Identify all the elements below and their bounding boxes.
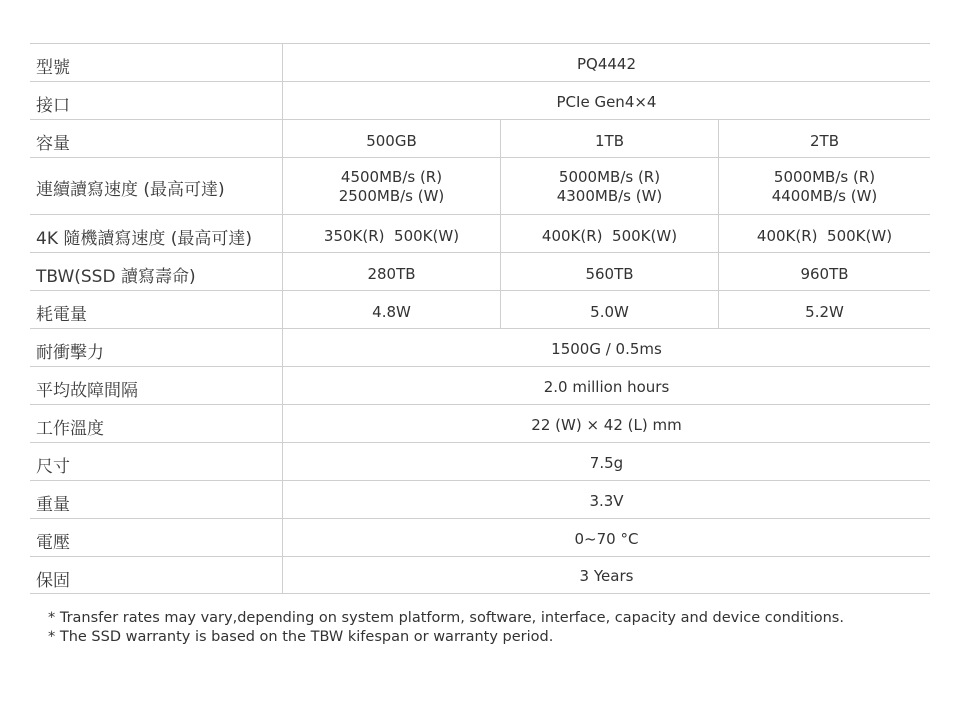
- row-random-rw: [30, 214, 930, 252]
- power-cell-3: 5.2W: [805, 303, 844, 321]
- row-label: 4K 隨機讀寫速度 (最高可達): [36, 229, 253, 249]
- row-label: 工作溫度: [36, 419, 104, 439]
- row-value: 3.3V: [589, 491, 624, 510]
- row-value: PQ4442: [576, 54, 637, 73]
- tbw-cell-3: 960TB: [800, 265, 849, 283]
- row-value: 22 (W) × 42 (L) mm: [531, 415, 682, 434]
- capacity-cell-3: 2TB: [810, 132, 839, 150]
- row-value: 7.5g: [589, 453, 624, 472]
- capacity-cell-2: 1TB: [501, 120, 719, 157]
- row-value: PCIe Gen4×4: [556, 92, 657, 111]
- seq-read-value: 5000MB/s (R): [558, 168, 661, 186]
- footnote-warranty: * The SSD warranty is based on the TBW kifespan or warranty period.: [48, 629, 554, 645]
- random-rw-cell-1: 350K(R) 500K(W): [283, 215, 501, 252]
- spec-table: [30, 43, 930, 594]
- footnote-transfer-rates: * Transfer rates may vary,depending on system platform, software, interface, capacity and device conditions.: [48, 610, 844, 626]
- row-temp: [30, 404, 930, 442]
- row-label: 重量: [36, 495, 70, 515]
- row-label: 尺寸: [36, 457, 70, 477]
- row-label: 接口: [36, 96, 70, 116]
- footnotes: [48, 609, 844, 647]
- power-cell-1: 4.8W: [283, 291, 501, 328]
- row-capacity: [30, 119, 930, 157]
- row-value: 2.0 million hours: [543, 377, 670, 396]
- tbw-cell-1: 280TB: [283, 253, 501, 290]
- row-dimension: [30, 442, 930, 480]
- power-cell-2: 5.0W: [501, 291, 719, 328]
- row-interface: [30, 81, 930, 119]
- row-label: 連續讀寫速度 (最高可達): [36, 180, 225, 200]
- row-weight: [30, 480, 930, 518]
- row-value: 0~70 °C: [574, 529, 639, 548]
- seq-read-value: 4500MB/s (R): [340, 168, 443, 186]
- row-label: 平均故障間隔: [36, 381, 138, 401]
- row-shock: [30, 328, 930, 366]
- row-label: 耐衝擊力: [36, 343, 104, 363]
- tbw-cell-2: 560TB: [501, 253, 719, 290]
- seq-write-value: 4300MB/s (W): [556, 187, 663, 205]
- row-power: [30, 290, 930, 328]
- seq-read-value: 5000MB/s (R): [773, 168, 876, 186]
- seq-rw-cell-1: [283, 158, 501, 214]
- seq-rw-cell-3: [719, 158, 930, 214]
- seq-write-value: 4400MB/s (W): [771, 187, 878, 205]
- random-rw-cell-3: 400K(R) 500K(W): [756, 227, 893, 245]
- row-warranty: [30, 556, 930, 594]
- row-label: 耗電量: [36, 305, 87, 325]
- row-label: 型號: [36, 58, 70, 78]
- random-rw-cell-2: 400K(R) 500K(W): [501, 215, 719, 252]
- row-label: TBW(SSD 讀寫壽命): [36, 267, 196, 287]
- row-label: 保固: [36, 571, 70, 591]
- row-label: 電壓: [36, 533, 70, 553]
- row-mtbf: [30, 366, 930, 404]
- row-label: 容量: [36, 134, 70, 154]
- row-value: 1500G / 0.5ms: [551, 339, 662, 358]
- row-voltage: [30, 518, 930, 556]
- row-tbw: [30, 252, 930, 290]
- seq-rw-cell-2: [501, 158, 719, 214]
- row-seq-rw: [30, 157, 930, 214]
- capacity-cell-1: 500GB: [283, 120, 501, 157]
- row-value: 3 Years: [579, 567, 634, 585]
- row-model: [30, 43, 930, 81]
- seq-write-value: 2500MB/s (W): [338, 187, 445, 205]
